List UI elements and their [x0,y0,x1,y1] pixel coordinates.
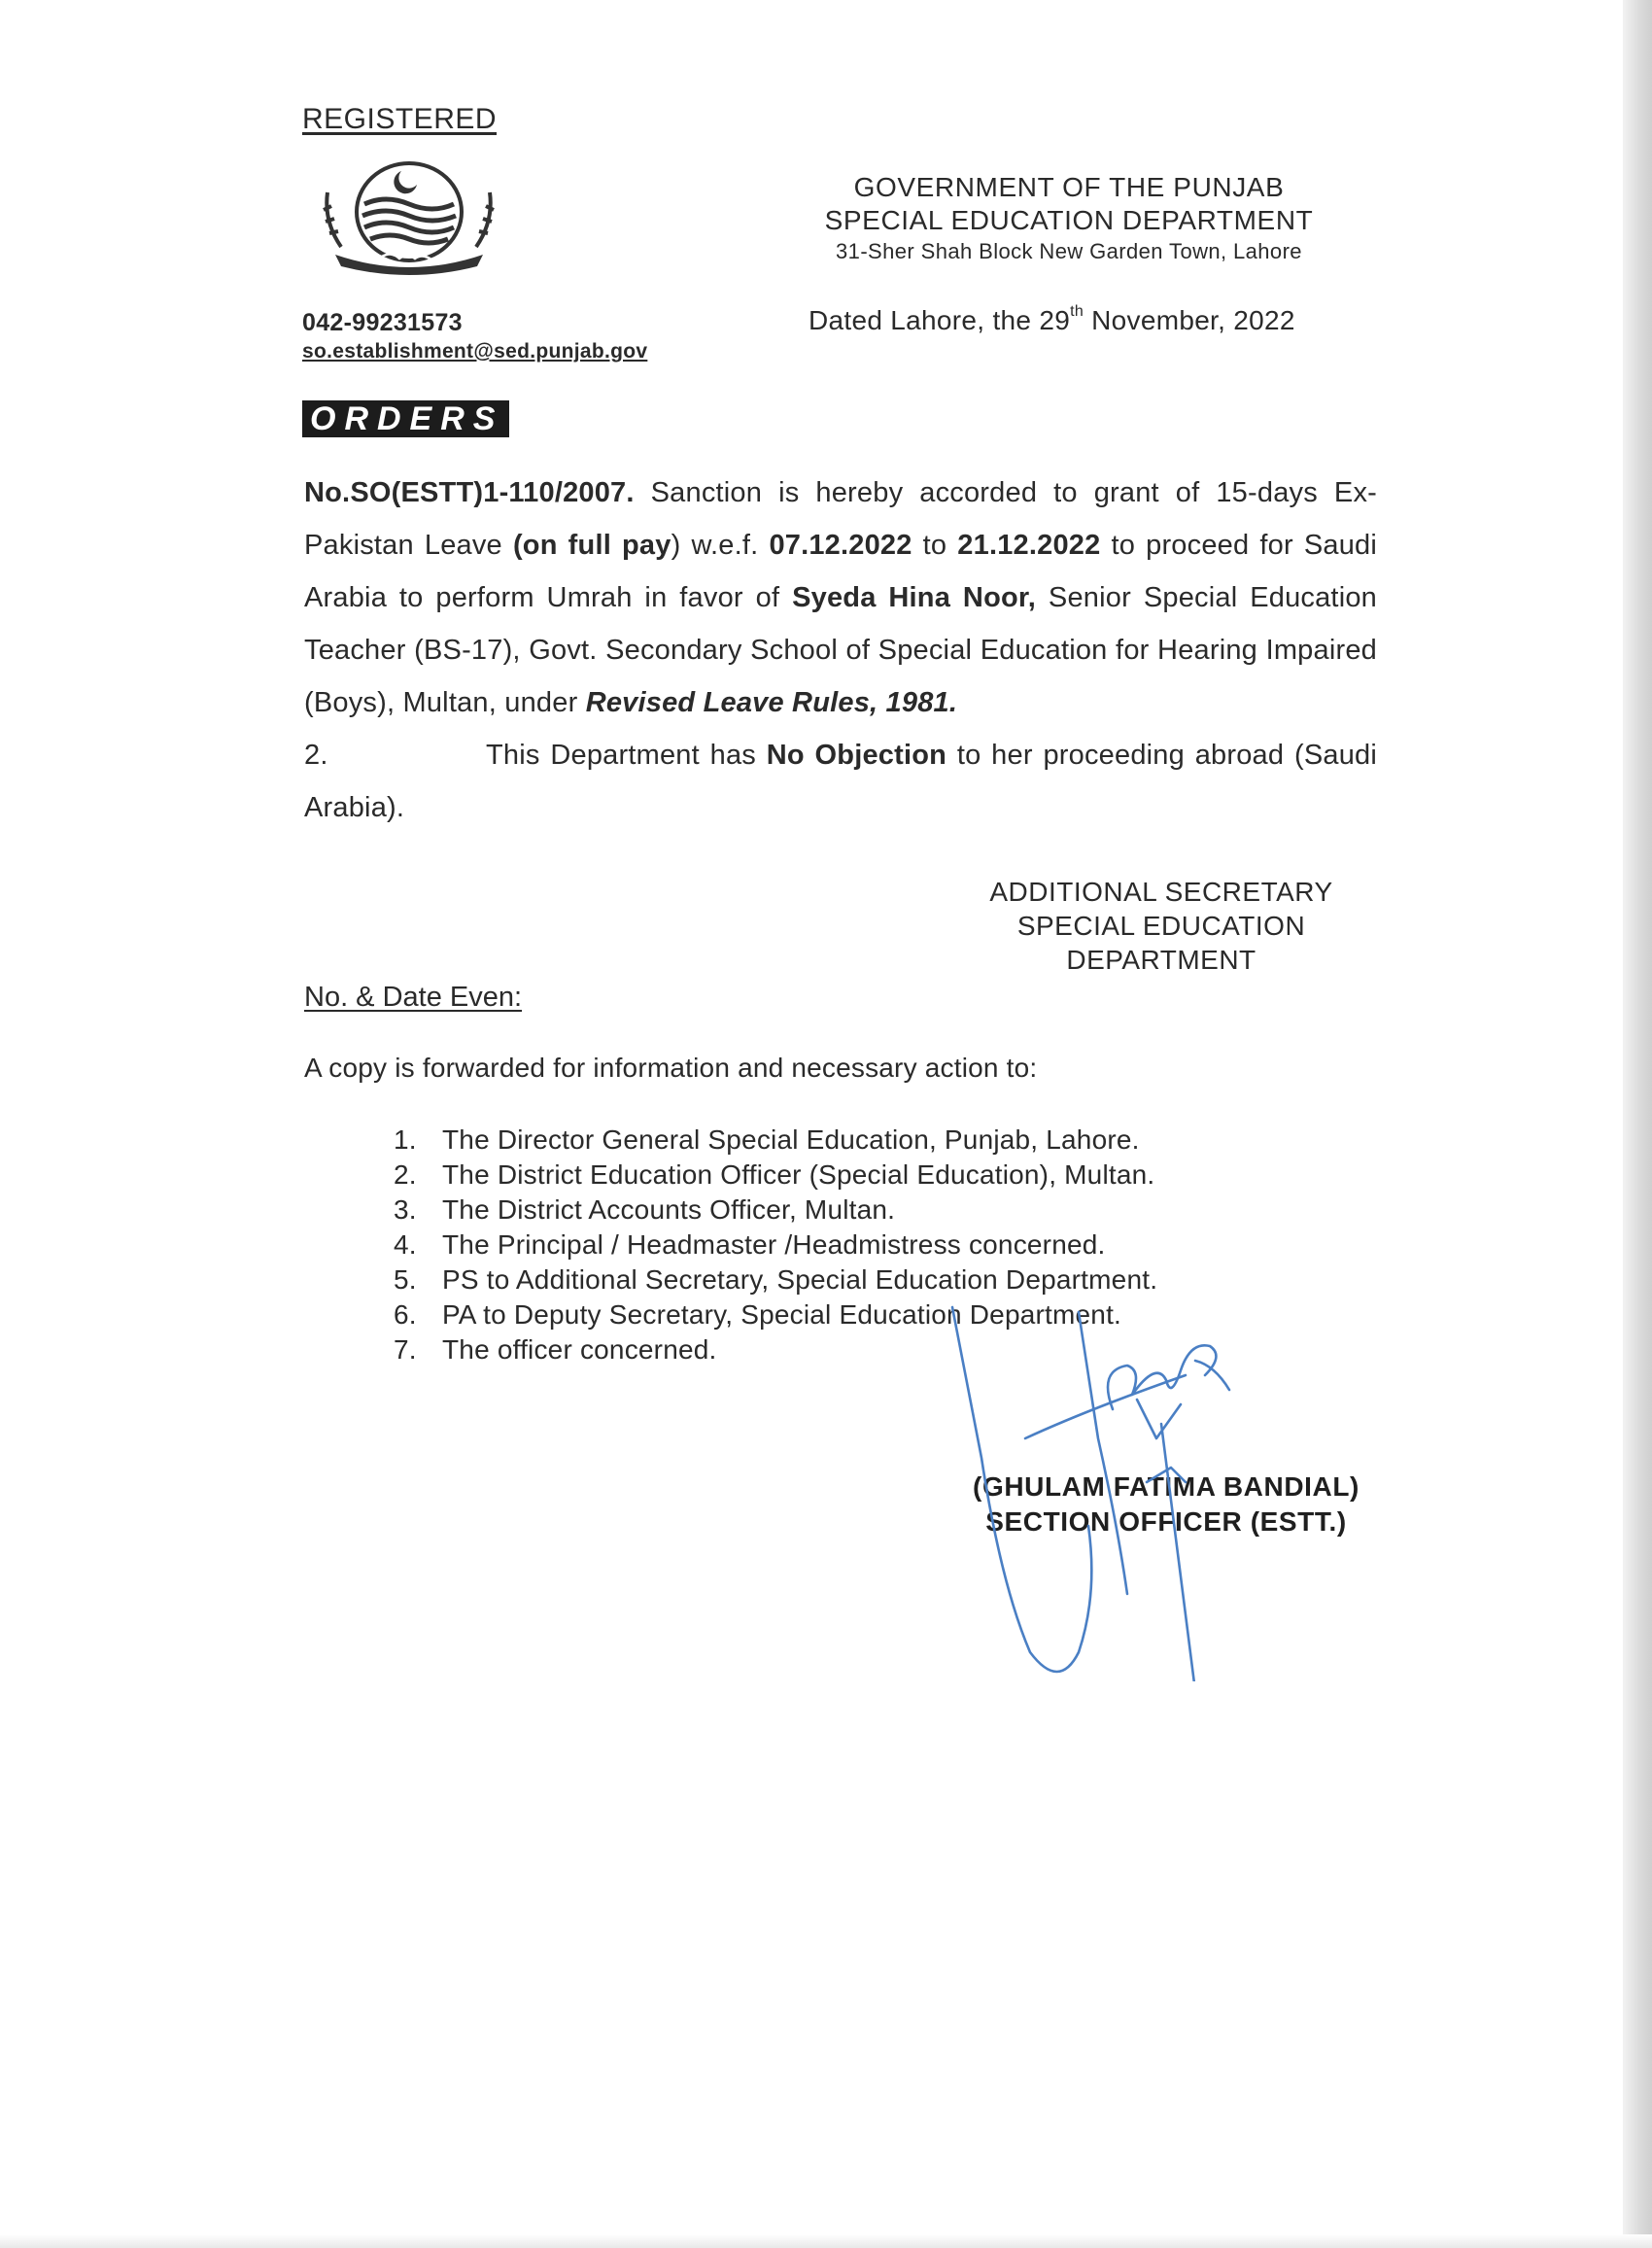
order-text: Senior Special Education Teacher (BS-17), Govt. Secondary School of Special Education for Hearing Impaired (Boys), Multan, under [304,582,1377,718]
email-link[interactable]: so.establishment@sed.punjab.gov [302,340,648,363]
list-item [394,1332,1157,1367]
dated-prefix: Dated Lahore, the 29 [809,305,1071,335]
signatory-block [943,1470,1390,1539]
secretary-dept-line: DEPARTMENT [1066,945,1256,975]
copy-forwarded-text: A copy is forwarded for information and necessary action to: [304,1053,1038,1083]
list-item [394,1262,1157,1297]
list-item [394,1123,1157,1158]
list-item [394,1297,1157,1332]
recipient-list [394,1123,1157,1367]
order-text: to her proceeding abroad (Saudi Arabia). [304,740,1377,823]
secretary-title: ADDITIONAL SECRETARY [989,877,1333,907]
recipient-text: PA to Deputy Secretary, Special Education Department. [442,1299,1122,1330]
recipient-text: The District Education Officer (Special Education), Multan. [442,1159,1155,1190]
leave-start-date: 07.12.2022 [769,530,912,561]
order-text: ) w.e.f. [671,530,770,561]
additional-secretary-block [962,875,1360,977]
no-objection-emphasis: No Objection [766,740,947,771]
list-number: 4. [394,1229,417,1260]
punjab-government-emblem [314,154,503,276]
signatory-name: (GHULAM FATIMA BANDIAL) [973,1471,1359,1502]
order-text: This Department has [486,740,767,771]
order-paragraph-1 [304,467,1377,729]
order-text: to [912,530,958,561]
recipient-text: The Director General Special Education, Punjab, Lahore. [442,1124,1140,1155]
leave-end-date: 21.12.2022 [957,530,1101,561]
order-text: Sanction is hereby accorded to grant of 15-days Ex-Pakistan Leave [304,477,1377,561]
phone-number: 042-99231573 [302,309,463,336]
registered-label: REGISTERED [302,103,498,135]
secretary-dept-line: SPECIAL EDUCATION [1016,911,1306,941]
list-number: 7. [394,1334,417,1365]
dated-suffix: November, 2022 [1084,305,1295,335]
leave-rules-reference: Revised Leave Rules, 1981. [585,687,958,718]
paragraph-number: 2. [304,740,328,771]
department-address: 31-Sher Shah Block New Garden Town, Lahore [836,239,1302,263]
orders-heading: ORDERS [302,400,509,437]
department-name: SPECIAL EDUCATION DEPARTMENT [824,205,1314,235]
recipient-text: The officer concerned. [442,1334,717,1365]
page-scan-edge [1623,0,1652,2248]
recipient-text: The District Accounts Officer, Multan. [442,1194,896,1225]
list-item [394,1228,1157,1262]
employee-name: Syeda Hina Noor, [792,582,1037,613]
list-number: 5. [394,1264,417,1295]
list-item [394,1158,1157,1193]
recipient-text: The Principal / Headmaster /Headmistress concerned. [442,1229,1106,1260]
recipient-text: PS to Additional Secretary, Special Education Department. [442,1264,1158,1295]
order-paragraph-2 [304,729,1377,834]
list-number: 3. [394,1194,417,1225]
full-pay-emphasis: (on full pay [512,530,671,561]
order-text: to proceed for Saudi Arabia to perform Umrah in favor of [304,530,1378,613]
dated-line [809,305,1295,336]
list-number: 6. [394,1299,417,1330]
government-name: GOVERNMENT OF THE PUNJAB [853,172,1285,202]
page-scan-bottom-edge [0,2234,1652,2248]
signatory-title: SECTION OFFICER (ESTT.) [985,1506,1347,1537]
no-date-even-heading: No. & Date Even: [304,982,523,1013]
list-item [394,1193,1157,1228]
list-number: 2. [394,1159,417,1190]
dated-ordinal: th [1070,303,1084,320]
order-reference-number: No.SO(ESTT)1-110/2007. [304,477,635,508]
letterhead [758,171,1380,266]
list-number: 1. [394,1124,417,1155]
